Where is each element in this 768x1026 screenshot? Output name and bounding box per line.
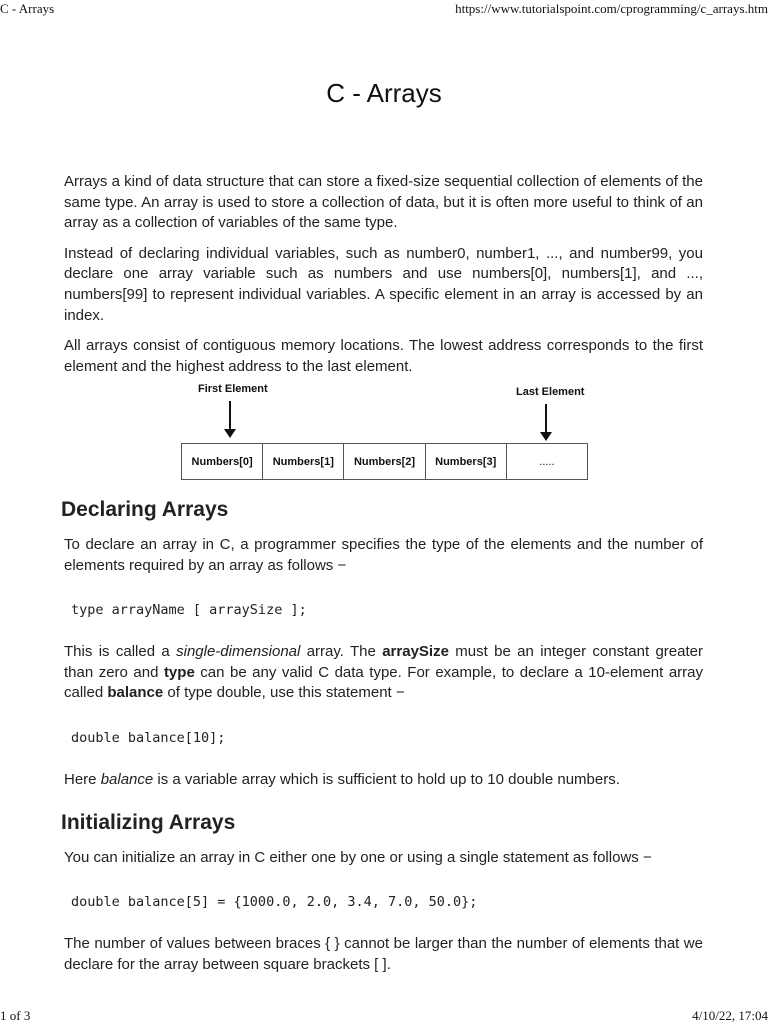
header-url: https://www.tutorialspoint.com/cprogramming/c_arrays.htm xyxy=(455,1,768,16)
initializing-paragraph-1: You can initialize an array in C either one by one or using a single statement as follows − xyxy=(64,849,652,866)
intro-paragraph-2: Instead of declaring individual variables, such as number0, number1, ..., and number99, you declare one array variable such as numbers and use numbers[0], numbers[1], and ..., numbers[99] to represent individual variables. A specific element in an array is accessed by an index. xyxy=(64,244,703,324)
text-run: array. The xyxy=(300,643,383,660)
footer-page-count: 1 of 3 xyxy=(0,1008,31,1023)
intro-paragraph-3: All arrays consist of contiguous memory locations. The lowest address corresponds to the first element and the highest address to the last element. xyxy=(64,337,703,375)
declaring-paragraph-3 xyxy=(64,770,703,791)
single-dimensional-term: single-dimensional xyxy=(176,643,301,660)
print-footer xyxy=(0,1008,768,1026)
text-run: can be any valid C data type. For example, to declare a 10-element array called xyxy=(64,663,703,702)
initializing-paragraph-1-wrap xyxy=(64,848,703,879)
intro-section xyxy=(64,172,703,387)
code-block-declaration: type arrayName [ arraySize ]; xyxy=(71,602,307,618)
array-cell: Numbers[3] xyxy=(426,444,507,479)
last-element-label: Last Element xyxy=(516,386,585,398)
declaring-paragraph-2-wrap xyxy=(64,642,703,714)
initializing-paragraph-2-wrap xyxy=(64,934,703,985)
declaring-paragraph-2 xyxy=(64,642,703,704)
initializing-paragraph-2: The number of values between braces { } cannot be larger than the number of elements that we declare for the array between square brackets [ ]. xyxy=(64,935,703,973)
array-cell: Numbers[2] xyxy=(344,444,425,479)
array-cell-ellipsis: ..... xyxy=(539,455,555,468)
type-term: type xyxy=(163,663,195,681)
header-page-title: C - Arrays xyxy=(0,1,55,16)
declaring-paragraph-1-wrap xyxy=(64,535,703,586)
first-element-arrow xyxy=(229,401,231,436)
arraysize-term: arraySize xyxy=(382,643,449,660)
text-run: must be an integer constant greater than zero and xyxy=(64,643,703,681)
text-run: Here xyxy=(64,771,101,788)
declaring-paragraph-1: To declare an array in C, a programmer specifies the type of the elements and the number of elements required by an array as follows − xyxy=(64,536,703,574)
first-element-label: First Element xyxy=(198,383,268,395)
initializing-arrays-heading: Initializing Arrays xyxy=(61,811,236,834)
print-header xyxy=(0,1,768,19)
array-cell: Numbers[0] xyxy=(182,444,263,479)
page-title: C - Arrays xyxy=(326,78,442,108)
declaring-arrays-heading: Declaring Arrays xyxy=(61,498,229,521)
code-block-balance: double balance[10]; xyxy=(71,730,226,746)
intro-paragraph-1: Arrays a kind of data structure that can store a fixed-size sequential collection of elements of the same type. An array is used to store a collection of data, but it is often more useful to think of an array as a collection of variables of the same type. xyxy=(64,173,703,232)
text-run: of type double, use this statement − xyxy=(163,684,405,702)
last-element-arrow xyxy=(545,404,547,439)
array-cell: Numbers[1] xyxy=(263,444,344,479)
array-diagram xyxy=(181,383,587,480)
code-block-initialization: double balance[5] = {1000.0, 2.0, 3.4, 7.0, 50.0}; xyxy=(71,894,478,910)
text-run: This is called a xyxy=(64,643,177,660)
footer-timestamp: 4/10/22, 17:04 xyxy=(692,1008,768,1023)
array-cells xyxy=(181,443,588,480)
balance-term: balance xyxy=(107,684,164,702)
text-run: is a variable array which is sufficient to hold up to 10 double numbers. xyxy=(153,771,620,788)
declaring-paragraph-3-wrap xyxy=(64,770,703,801)
balance-term-italic: balance xyxy=(100,771,154,788)
